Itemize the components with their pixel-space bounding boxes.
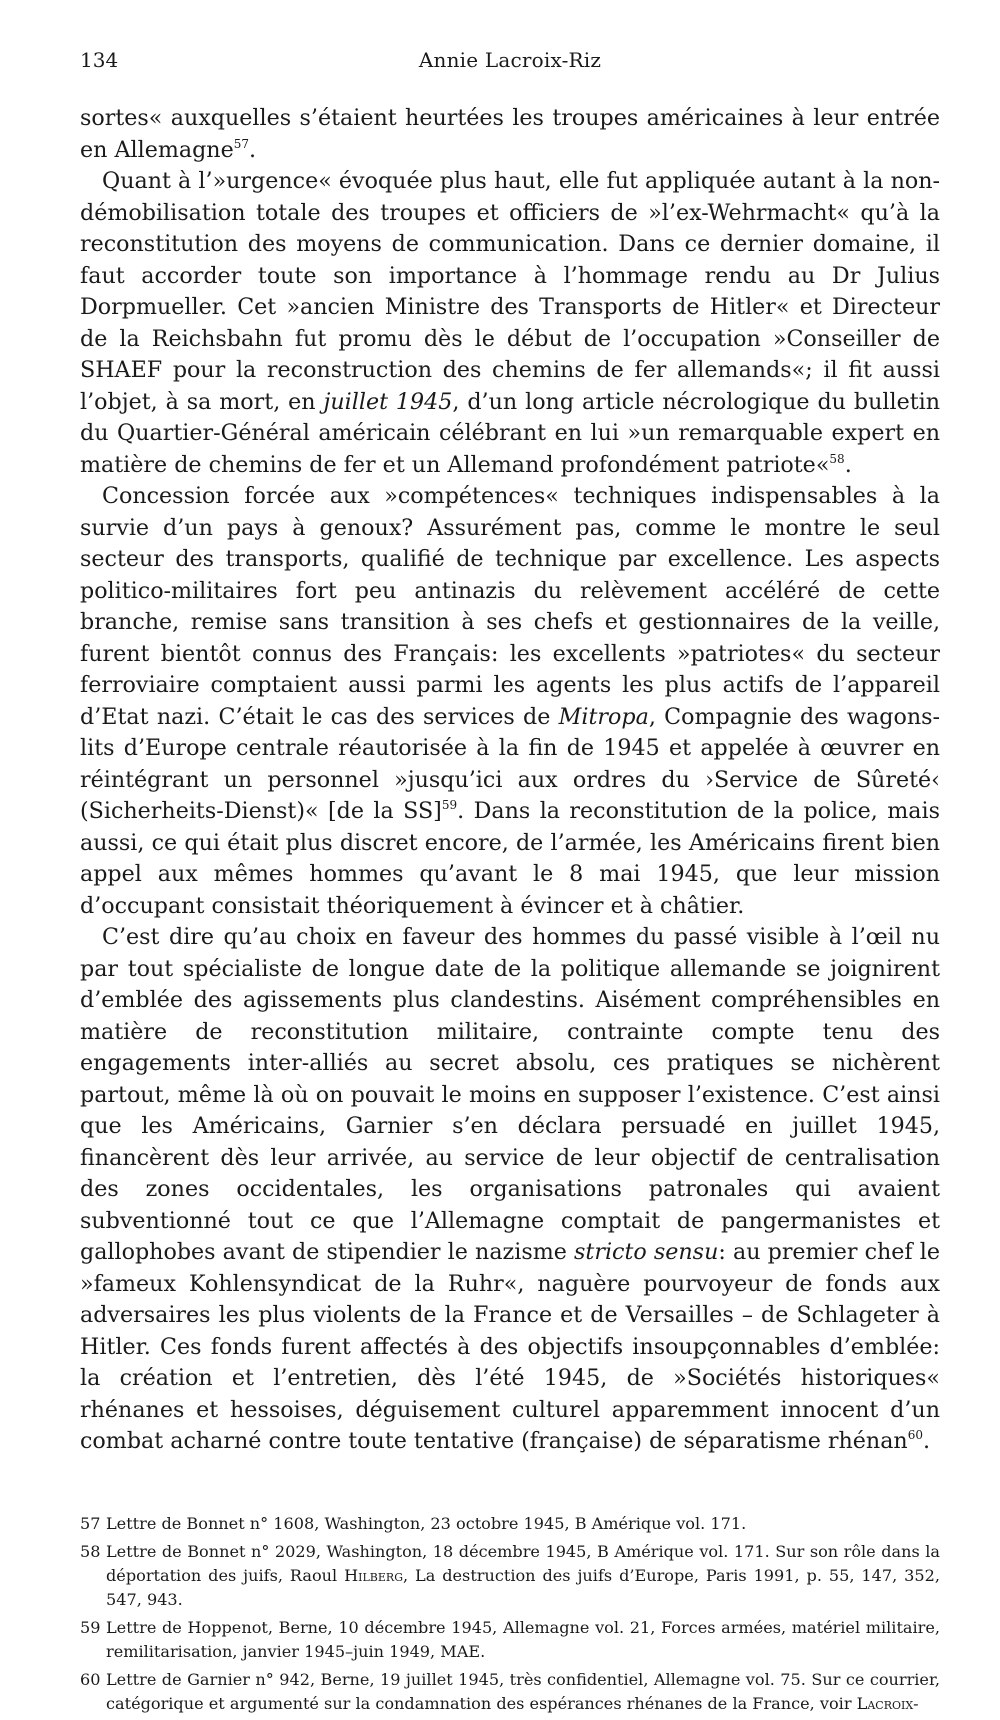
page-header (80, 40, 940, 80)
paragraph-4-text-a: C’est dire qu’au choix en faveur des hommes du passé visible à l’œil nu par tout spécialiste de longue date de la politique allemande se joignirent d’emblée des agissements plus clandestins. Aisément compréhensibles en matière de reconstitution militaire, contrainte compte tenu des engagements inter-alliés au secret absolu, ces pratiques se nichèrent partout, même là où on pouvait le moins en supposer l’existence. C’est ainsi que les Américains, Garnier s’en déclara persuadé en juillet 1945, financèrent dès leur arrivée, au service de leur objectif de centralisation des zones occidentales, les organisations patronales qui avaient subventionné tout ce que l’Allemagne comptait de pangermanistes et gallophobes avant de stipendier le nazisme (80, 924, 940, 1265)
footnote-58 (80, 1540, 940, 1612)
footnote-ref-58: 58 (829, 451, 845, 466)
paragraph-3-italic: Mitropa (558, 703, 649, 730)
footnote-number: 60 (80, 1669, 101, 1689)
paragraph-3-text-b: , Compagnie des wagons-lits d’Europe centrale réautorisée à la fin de 1945 et appelée à œuvrer en réintégrant un personnel »jusqu’ici aux ordres du ›Service de Sûreté‹ (Sicherheits-Dienst)« [de la SS] (80, 703, 940, 824)
footnote-number: 59 (80, 1617, 101, 1637)
paragraph-3 (80, 481, 940, 922)
author-smallcaps: Lacroix- (856, 1693, 919, 1713)
paragraph-4-end: . (923, 1428, 931, 1454)
footnote-text-a: Lettre de Bonnet n° 2029, Washington, 18 décembre 1945, B Amérique vol. 171. Sur son rôle dans la déportation des juifs, Raoul (106, 1541, 940, 1585)
footnotes (80, 1512, 940, 1716)
paragraph-3-text-a: Concession forcée aux »compétences« techniques indispensables à la survie d’un pays à genoux? Assurément pas, comme le montre le seul secteur des transports, qualifié de technique par excellence. Les aspects politico-militaires fort peu antinazis du relèvement accéléré de cette branche, remise sans transition à ses chefs et gestionnaires de la veille, furent bientôt connus des Français: les excellents »patriotes« du secteur ferroviaire comptaient aussi parmi les agents les plus actifs de l’appareil d’Etat nazi. C’était le cas des services de (80, 483, 940, 730)
footnote-text: Lettre de Bonnet n° 1608, Washington, 23 octobre 1945, B Amérique vol. 171. (106, 1513, 747, 1533)
footnote-60 (80, 1668, 940, 1716)
footnote-57 (80, 1512, 940, 1536)
paragraph-2 (80, 166, 940, 481)
paragraph-1-end: . (249, 136, 257, 163)
paragraph-4-italic: stricto sensu (574, 1239, 719, 1265)
paragraph-2-text-a: Quant à l’»urgence« évoquée plus haut, elle fut appliquée autant à la non-démobilisation totale des troupes et officiers de »l’ex-Wehrmacht« qu’à la reconstitution des moyens de communication. Dans ce dernier domaine, il faut accorder toute son importance à l’hommage rendu au Dr Julius Dorpmueller. Cet »ancien Ministre des Transports de Hitler« et Directeur de la Reichsbahn fut promu dès le début de l’occupation »Conseiller de SHAEF pour la reconstruction des chemins de fer allemands«; il fit aussi l’objet, à sa mort, en (80, 168, 940, 415)
footnote-ref-60: 60 (907, 1428, 924, 1442)
running-head: Annie Lacroix-Riz (418, 48, 602, 72)
footnote-text-a: Lettre de Garnier n° 942, Berne, 19 juillet 1945, très confidentiel, Allemagne vol. 75. Sur ce courrier, catégorique et argumenté sur la condamnation des espérances rhénanes de la France, voir (106, 1669, 940, 1713)
footnote-text-b: , La destruction des juifs d’Europe, Paris 1991, p. 55, 147, 352, 547, 943. (106, 1565, 940, 1609)
footnote-text: Lettre de Hoppenot, Berne, 10 décembre 1945, Allemagne vol. 21, Forces armées, matériel militaire, remilitarisation, janvier 1945–juin 1949, MAE. (106, 1617, 940, 1661)
footnote-number: 57 (80, 1513, 101, 1533)
paragraph-2-text-b: , d’un long article nécrologique du bulletin du Quartier-Général américain célébrant en lui »un remarquable expert en matière de chemins de fer et un Allemand profondément patriote« (80, 388, 941, 478)
footnote-number: 58 (80, 1541, 101, 1561)
paragraph-4-text-b: : au premier chef le »fameux Kohlensyndicat de la Ruhr«, naguère pourvoyeur de fonds aux adversaires les plus violents de la France et de Versailles – de Schlageter à Hitler. Ces fonds furent affectés à des objectifs insoupçonnables d’emblée: la création et l’entretien, dès l’été 1945, de »Sociétés historiques« rhénanes et hessoises, déguisement culturel apparemment innocent d’un combat acharné contre toute tentative (française) de séparatisme rhénan (80, 1239, 940, 1454)
paragraph-2-end: . (844, 451, 852, 478)
paragraph-1 (80, 103, 940, 166)
paragraph-1-text: sortes« auxquelles s’étaient heurtées les troupes américaines à leur entrée en Allemagne (80, 105, 940, 163)
footnote-59 (80, 1616, 940, 1664)
page-number: 134 (80, 48, 119, 72)
paragraph-3-text-c: . Dans la reconstitution de la police, mais aussi, ce qui était plus discret encore, de l’armée, les Américains firent bien appel aux mêmes hommes qu’avant le 8 mai 1945, que leur mission d’occupant consistait théoriquement à évincer et à châtier. (80, 798, 940, 919)
footnote-ref-57: 57 (233, 136, 249, 151)
paragraph-4 (80, 922, 940, 1458)
main-text (80, 103, 940, 1458)
author-smallcaps: Hilberg (344, 1565, 403, 1585)
paragraph-2-italic: juillet 1945 (323, 388, 453, 415)
footnote-ref-59: 59 (441, 798, 458, 812)
book-page (80, 40, 940, 1720)
